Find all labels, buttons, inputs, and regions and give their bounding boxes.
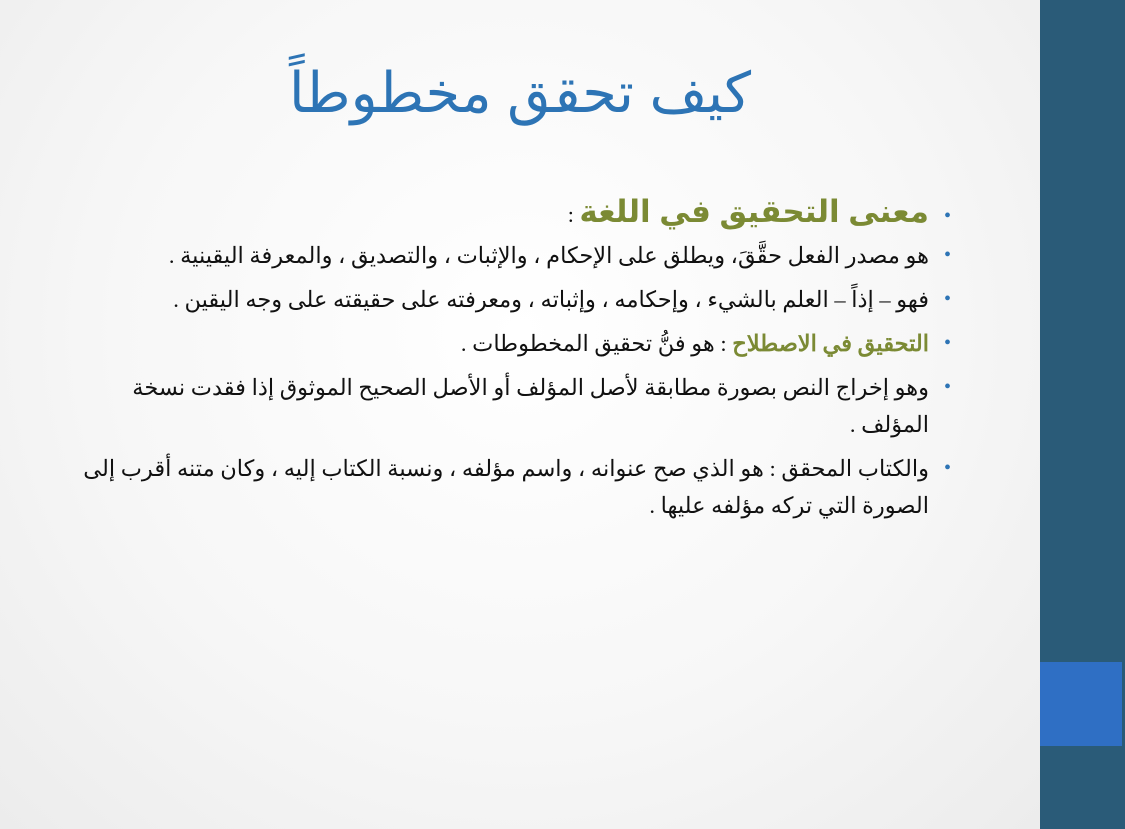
bullet-item xyxy=(70,450,955,524)
slide-content xyxy=(70,190,955,531)
bullet-dot-icon: • xyxy=(943,332,951,354)
bullet-dot-icon: • xyxy=(943,288,951,310)
item-text: وهو إخراج النص بصورة مطابقة لأصل المؤلف أو الأصل الصحيح الموثوق إذا فقدت نسخة المؤلف . xyxy=(132,375,929,437)
bullet-dot-icon: • xyxy=(943,457,951,479)
item-text: هو مصدر الفعل حقَّقَ، ويطلق على الإحكام ، والإثبات ، والتصديق ، والمعرفة اليقينية . xyxy=(168,243,929,268)
item-text: : هو فنُّ تحقيق المخطوطات . xyxy=(460,331,733,356)
bullet-item xyxy=(70,369,955,443)
bullet-item xyxy=(70,325,955,362)
bullet-item xyxy=(70,190,955,237)
bullet-dot-icon: • xyxy=(943,244,951,266)
highlight-text: معنى التحقيق في اللغة xyxy=(579,194,929,229)
item-text: والكتاب المحقق : هو الذي صح عنوانه ، واسم مؤلفه ، ونسبة الكتاب إليه ، وكان متنه أقرب إلى الصورة التي تركه مؤلفه عليها . xyxy=(83,456,929,518)
bullet-item xyxy=(70,237,955,274)
highlight-text: التحقيق في الاصطلاح xyxy=(732,331,929,356)
bullet-dot-icon: • xyxy=(943,376,951,398)
sidebar-accent-block xyxy=(1040,662,1122,746)
item-text: فهو – إذاً – العلم بالشيء ، وإحكامه ، وإثباته ، ومعرفته على حقيقته على وجه اليقين . xyxy=(173,287,929,312)
bullet-dot-icon: • xyxy=(943,205,951,227)
item-text: : xyxy=(567,202,580,227)
slide-title: كيف تحقق مخطوطاً xyxy=(288,61,752,124)
bullet-item xyxy=(70,281,955,318)
